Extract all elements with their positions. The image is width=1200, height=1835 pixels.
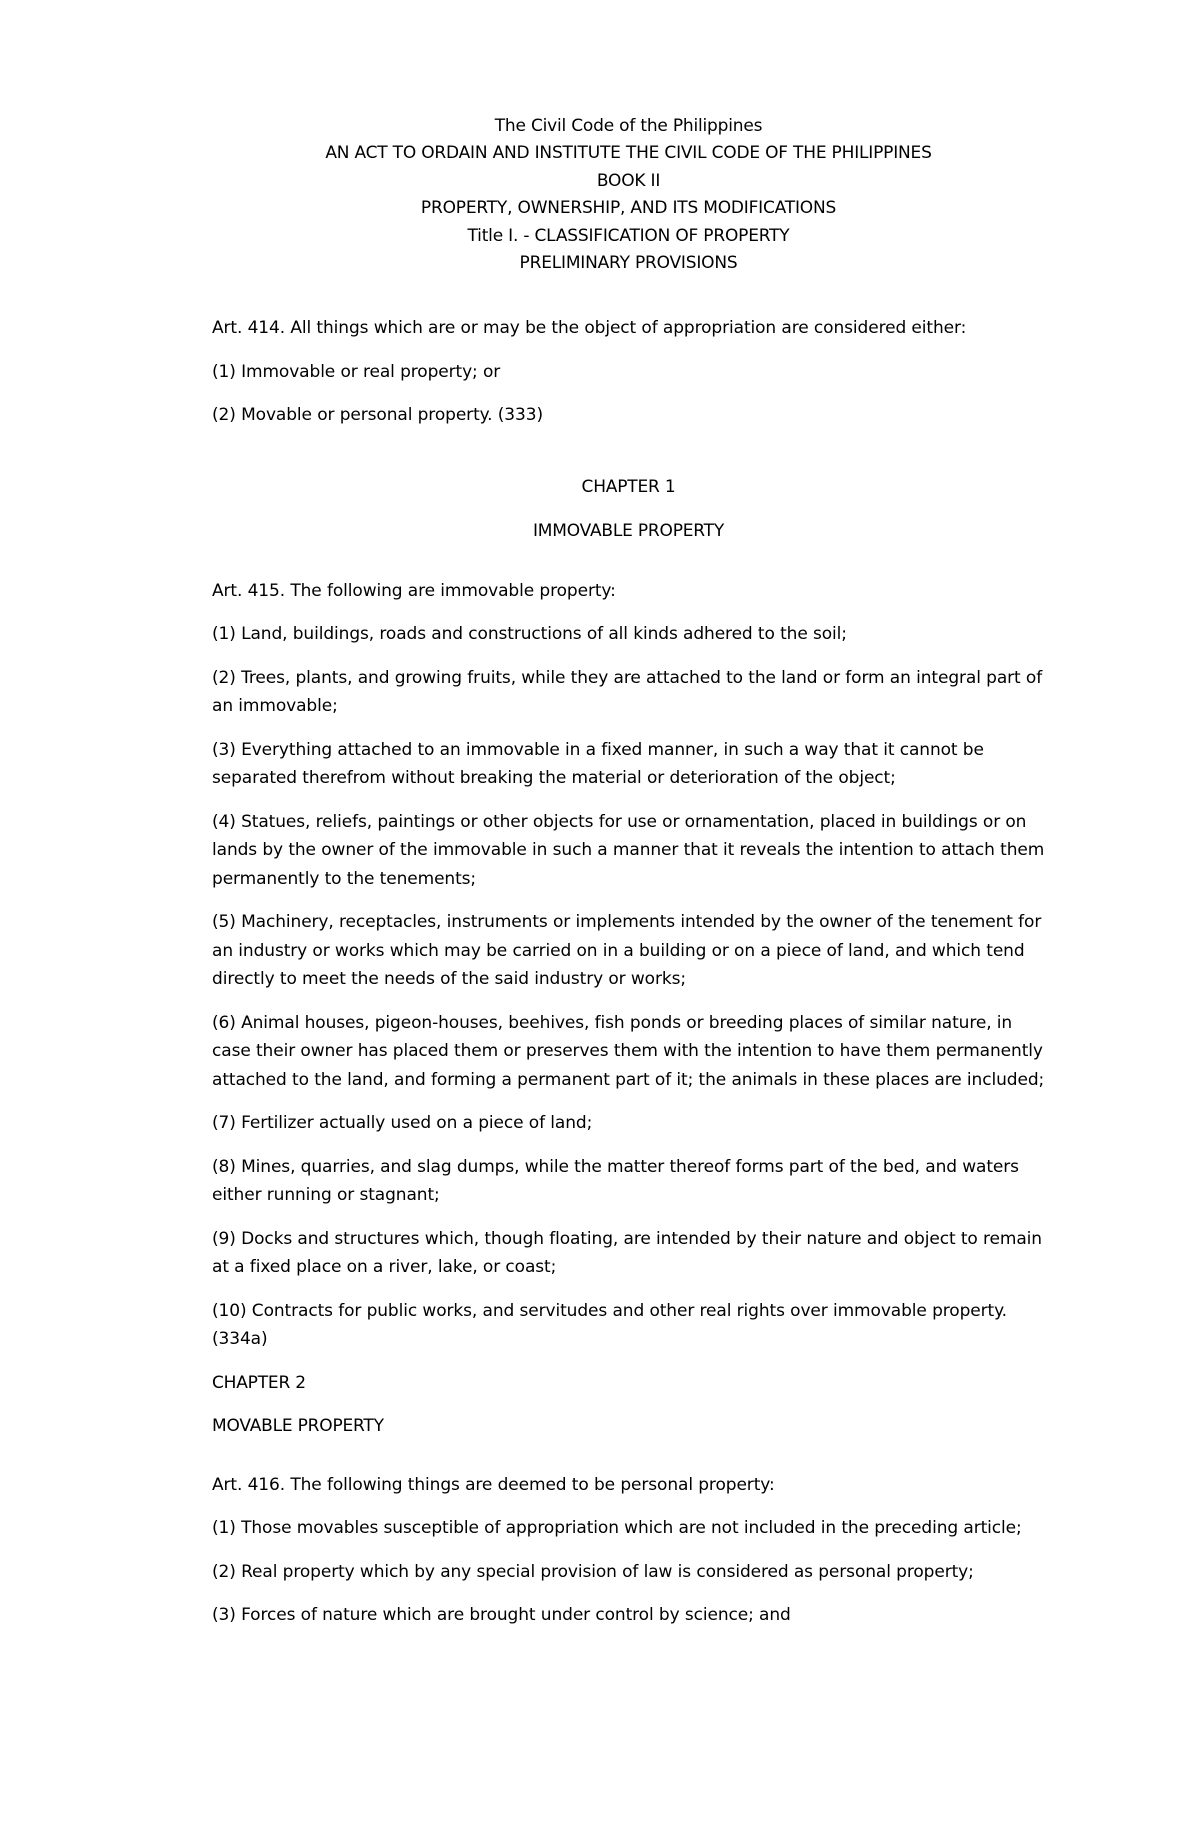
document-title: The Civil Code of the Philippines xyxy=(494,116,763,136)
article-415-item: (10) Contracts for public works, and servitudes and other real rights over immovable property. (334a) xyxy=(212,1300,1007,1350)
article-415 xyxy=(212,577,1045,1354)
article-415-item: (2) Trees, plants, and growing fruits, while they are attached to the land or form an integral part of an immovable; xyxy=(212,667,1043,717)
book-label: BOOK II xyxy=(596,170,661,191)
article-414-item: (1) Immovable or real property; or xyxy=(212,361,501,382)
spacer xyxy=(212,501,1045,517)
document-header xyxy=(0,113,1200,277)
article-415-item: (5) Machinery, receptacles, instruments or implements intended by the owner of the tenement for an industry or works which may be carried on in a building or on a piece of land, and which tend directly to meet the needs of the said industry or works; xyxy=(212,912,1042,990)
article-415-item: (6) Animal houses, pigeon-houses, beehives, fish ponds or breeding places of similar nature, in case their owner has placed them or preserves them with the intention to have them permanently attached to the land, and forming a permanent part of it; the animals in these places are included; xyxy=(212,1012,1045,1090)
section-label: PRELIMINARY PROVISIONS xyxy=(519,253,738,274)
article-414-item: (2) Movable or personal property. (333) xyxy=(212,405,543,426)
chapter-1-number: CHAPTER 1 xyxy=(581,476,676,497)
article-415-item: (4) Statues, reliefs, paintings or other objects for use or ornamentation, placed in buildings or on lands by the owner of the immovable in such a manner that it reveals the intention to attach them permanently to the tenements; xyxy=(212,811,1045,889)
article-416-item: (2) Real property which by any special provision of law is considered as personal property; xyxy=(212,1561,974,1582)
article-415-lead: Art. 415. The following are immovable property: xyxy=(212,580,616,601)
spacer xyxy=(212,1455,1045,1471)
spacer xyxy=(212,545,1045,577)
chapter-2-number: CHAPTER 2 xyxy=(212,1372,306,1393)
article-415-item: (8) Mines, quarries, and slag dumps, while the matter thereof forms part of the bed, and waters either running or stagnant; xyxy=(212,1156,1019,1206)
article-415-item: (7) Fertilizer actually used on a piece of land; xyxy=(212,1113,593,1134)
spacer xyxy=(212,445,1045,473)
spacer xyxy=(212,277,1045,314)
title-label: Title I. - CLASSIFICATION OF PROPERTY xyxy=(467,225,790,246)
chapter-2-title: MOVABLE PROPERTY xyxy=(212,1415,384,1436)
article-414 xyxy=(212,314,1045,430)
article-416-item: (3) Forces of nature which are brought under control by science; and xyxy=(212,1605,791,1626)
article-416 xyxy=(212,1471,1045,1630)
article-414-lead: Art. 414. All things which are or may be the object of appropriation are considered either: xyxy=(212,318,967,339)
article-415-item: (3) Everything attached to an immovable in a fixed manner, in such a way that it cannot be separated therefrom without breaking the material or deterioration of the object; xyxy=(212,739,984,789)
article-416-lead: Art. 416. The following things are deemed to be personal property: xyxy=(212,1474,775,1495)
article-416-item: (1) Those movables susceptible of appropriation which are not included in the preceding article; xyxy=(212,1518,1022,1539)
act-title: AN ACT TO ORDAIN AND INSTITUTE THE CIVIL CODE OF THE PHILIPPINES xyxy=(325,143,932,164)
article-415-item: (9) Docks and structures which, though floating, are intended by their nature and object to remain at a fixed place on a river, lake, or coast; xyxy=(212,1228,1042,1278)
article-415-item: (1) Land, buildings, roads and constructions of all kinds adhered to the soil; xyxy=(212,624,847,645)
book-title: PROPERTY, OWNERSHIP, AND ITS MODIFICATIONS xyxy=(420,198,837,219)
chapter-1-title: IMMOVABLE PROPERTY xyxy=(532,520,725,541)
